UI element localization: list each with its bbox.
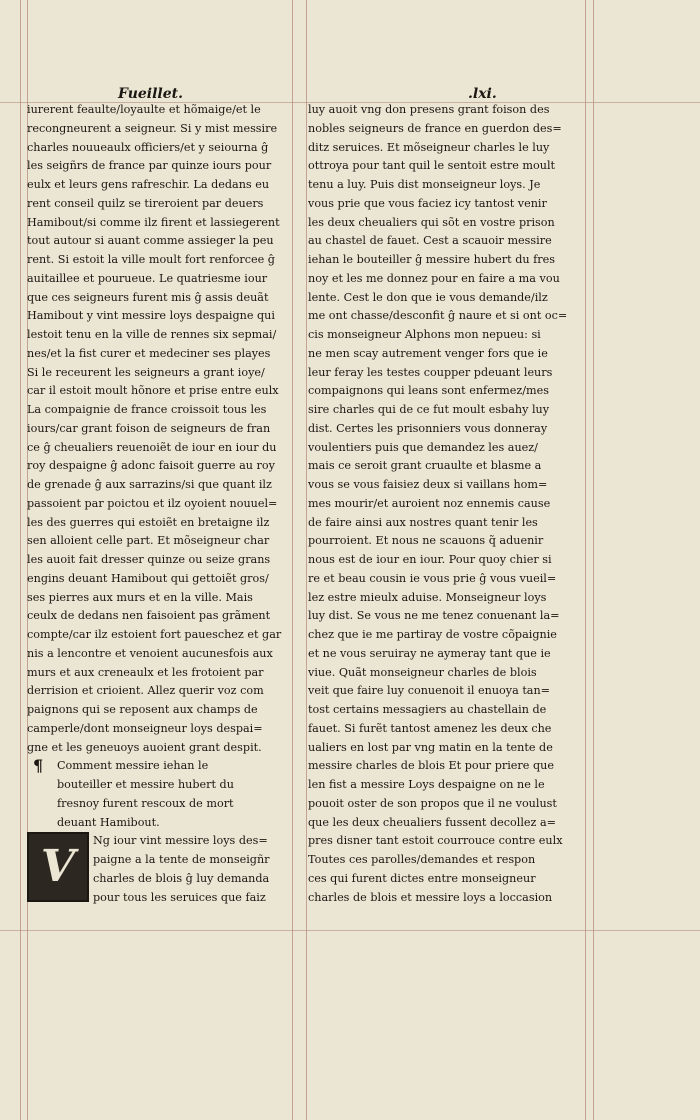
text-line: chez que ie me partiray de vostre cõpaignie	[308, 628, 557, 641]
decorated-initial: V	[27, 832, 89, 902]
text-line: La compaignie de france croissoit tous les	[27, 403, 267, 416]
text-line: murs et aux creneaulx et les frotoient par	[27, 665, 264, 679]
text-line: ottroya pour tant quil le sentoit estre moult	[308, 159, 556, 173]
text-line: au chastel de fauet. Cest a scauoir messire	[308, 234, 552, 248]
text-line: passoient par poictou et ilz oyoient nouuel=	[27, 496, 278, 510]
text-line: viue. Quãt monseigneur charles de blois	[308, 665, 537, 679]
text-line: que les deux cheualiers fussent decollez a=	[308, 815, 557, 829]
text-line: de grenade ĝ aux sarrazins/si que quant ilz	[27, 478, 272, 491]
text-line: camperle/dont monseigneur loys despai=	[27, 721, 263, 735]
text-line: tout autour si auant comme assieger la peu	[27, 234, 274, 248]
text-line: Si le receurent les seigneurs a grant ioye/	[27, 365, 265, 379]
text-line: car il estoit moult hõnore et prise entre eulx	[27, 384, 279, 398]
text-line: engins deuant Hamibout qui gettoiẽt gros/	[27, 571, 269, 585]
text-line: re et beau cousin ie vous prie ĝ vous vueil=	[308, 571, 557, 585]
text-line: paignons qui se reposent aux champs de	[27, 703, 258, 716]
text-line: les des guerres qui estoiẽt en bretaigne ilz	[27, 515, 270, 529]
text-line: lez estre mieulx aduise. Monseigneur loys	[308, 590, 547, 604]
text-line: mes mourir/et auroient noz ennemis cause	[308, 496, 551, 510]
text-line: sen alloient celle part. Et mõseigneur char	[27, 534, 270, 548]
pilcrow-icon: ¶	[33, 756, 44, 776]
text-line: iehan le bouteiller ĝ messire hubert du fres	[308, 253, 555, 266]
text-line: vous prie que vous faciez icy tantost venir	[308, 196, 547, 210]
text-line: que ces seigneurs furent mis ĝ assis deuãt	[27, 290, 269, 304]
text-line: messire charles de blois Et pour priere que	[308, 759, 554, 773]
right-text-column	[308, 101, 585, 907]
text-line: et ne vous seruiray ne aymeray tant que ie	[308, 646, 551, 660]
text-line: compte/car ilz estoient fort paueschez et gar	[27, 628, 282, 641]
initial-paragraph	[27, 832, 292, 907]
text-line: rent conseil quilz se tireroient par deuers	[27, 196, 264, 210]
text-line: roy despaigne ĝ adonc faisoit guerre au roy	[27, 459, 275, 473]
text-line: rent. Si estoit la ville moult fort renforcee ĝ	[27, 253, 275, 266]
text-line: fauet. Si furẽt tantost amenez les deux che	[308, 721, 552, 735]
text-line: ses pierres aux murs et en la ville. Mais	[27, 590, 253, 604]
text-line: ce ĝ cheualiers reuenoiẽt de iour en iour du	[27, 440, 277, 454]
margin-rule	[306, 0, 307, 1120]
text-line: ualiers en lost par vng matin en la tente de	[308, 740, 553, 754]
text-line: noy et les me donnez pour en faire a ma vou	[308, 271, 560, 285]
text-line: Toutes ces parolles/demandes et respon	[308, 853, 536, 866]
text-line: charles de blois ĝ luy demanda	[93, 871, 270, 885]
text-line: ces qui furent dictes entre monseigneur	[308, 871, 536, 885]
text-line: derrision et crioient. Allez querir voz com	[27, 684, 264, 698]
text-line: ditz seruices. Et mõseigneur charles le luy	[308, 140, 550, 154]
text-line: charles de blois et messire loys a loccasion	[308, 890, 553, 904]
text-line: luy auoit vng don presens grant foison des	[308, 103, 550, 116]
text-line: veit que faire luy conuenoit il enuoya tan=	[308, 684, 551, 698]
text-line: fresnoy furent rescoux de mort	[57, 796, 234, 810]
text-line: Ng iour vint messire loys des=	[93, 834, 268, 848]
text-line: ceulx de dedans nen faisoient pas grãment	[27, 609, 271, 623]
text-line: ne men scay autrement venger fors que ie	[308, 346, 548, 360]
text-line: leur feray les testes coupper pdeuant leurs	[308, 365, 553, 379]
text-line: compaignons qui leans sont enfermez/mes	[308, 384, 550, 398]
text-line: nous est de iour en iour. Pour quoy chier si	[308, 553, 552, 566]
text-line: iurerent feaulte/loyaulte et hõmaige/et le	[27, 103, 261, 116]
text-line: nobles seigneurs de france en guerdon des=	[308, 121, 562, 135]
text-line: cis monseigneur Alphons mon nepueu: si	[308, 328, 541, 341]
margin-rule	[0, 930, 700, 931]
text-line: eulx et leurs gens rafreschir. La dedans eu	[27, 178, 270, 191]
text-line: vous se vous faisiez deux si vaillans hom=	[308, 478, 548, 491]
text-line: Hamibout/si comme ilz firent et lassiegerent	[27, 215, 280, 229]
text-line: sire charles qui de ce fut moult esbahy luy	[308, 403, 550, 416]
text-line: voulentiers puis que demandez les auez/	[308, 440, 538, 454]
text-line: iours/car grant foison de seigneurs de fran	[27, 421, 271, 435]
text-line: me ont chasse/desconfit ĝ naure et si ont oc=	[308, 309, 568, 323]
text-line: bouteiller et messire hubert du	[57, 778, 234, 791]
text-line: mais ce seroit grant cruaulte et blasme a	[308, 459, 542, 473]
text-line: tost certains messagiers au chastellain de	[308, 703, 547, 716]
page-header-right: .lxi.	[468, 86, 497, 102]
left-text-column	[27, 101, 292, 907]
text-line: luy dist. Se vous ne me tenez conuenant la=	[308, 609, 560, 623]
text-line: les deux cheualiers qui sõt en vostre prison	[308, 215, 555, 229]
text-line: recongneurent a seigneur. Si y mist messire	[27, 121, 278, 135]
text-line: les auoit fait dresser quinze ou seize grans	[27, 553, 271, 566]
text-line: pouoit oster de son propos que il ne voulust	[308, 796, 557, 810]
text-line: deuant Hamibout.	[57, 815, 160, 829]
text-line: charles nouueaulx officiers/et y seiourna ĝ	[27, 140, 269, 154]
text-line: les seigñrs de france par quinze iours pour	[27, 159, 272, 173]
text-line: pourroient. Et nous ne scauons q̃ aduenir	[308, 534, 544, 548]
text-line: de faire ainsi aux nostres quant tenir les	[308, 515, 538, 529]
margin-rule	[292, 0, 293, 1120]
text-line: len fist a messire Loys despaigne on ne le	[308, 778, 545, 791]
text-line: lente. Cest le don que ie vous demande/ilz	[308, 290, 548, 304]
page-header-left: Fueillet.	[118, 86, 183, 102]
margin-rule	[593, 0, 594, 1120]
text-line: pres disner tant estoit courrouce contre eulx	[308, 834, 563, 848]
text-line: auitaillee et pourueue. Le quatriesme iour	[27, 271, 268, 285]
text-line: nis a lencontre et venoient aucunesfois aux	[27, 646, 273, 660]
text-line: Hamibout y vint messire loys despaigne qui	[27, 309, 275, 323]
text-line: dist. Certes les prisonniers vous donneray	[308, 421, 548, 435]
chapter-rubric	[27, 757, 292, 832]
margin-rule	[20, 0, 21, 1120]
text-line: paigne a la tente de monseigñr	[93, 853, 270, 866]
margin-rule	[585, 0, 586, 1120]
text-line: Comment messire iehan le	[57, 759, 209, 773]
text-line: tenu a luy. Puis dist monseigneur loys. Je	[308, 178, 541, 191]
text-line: pour tous les seruices que faiz	[93, 890, 266, 904]
text-line: gne et les geneuoys auoient grant despit.	[27, 740, 262, 754]
text-line: lestoit tenu en la ville de rennes six sepmai/	[27, 328, 277, 341]
text-line: nes/et la fist curer et medeciner ses playes	[27, 346, 271, 360]
